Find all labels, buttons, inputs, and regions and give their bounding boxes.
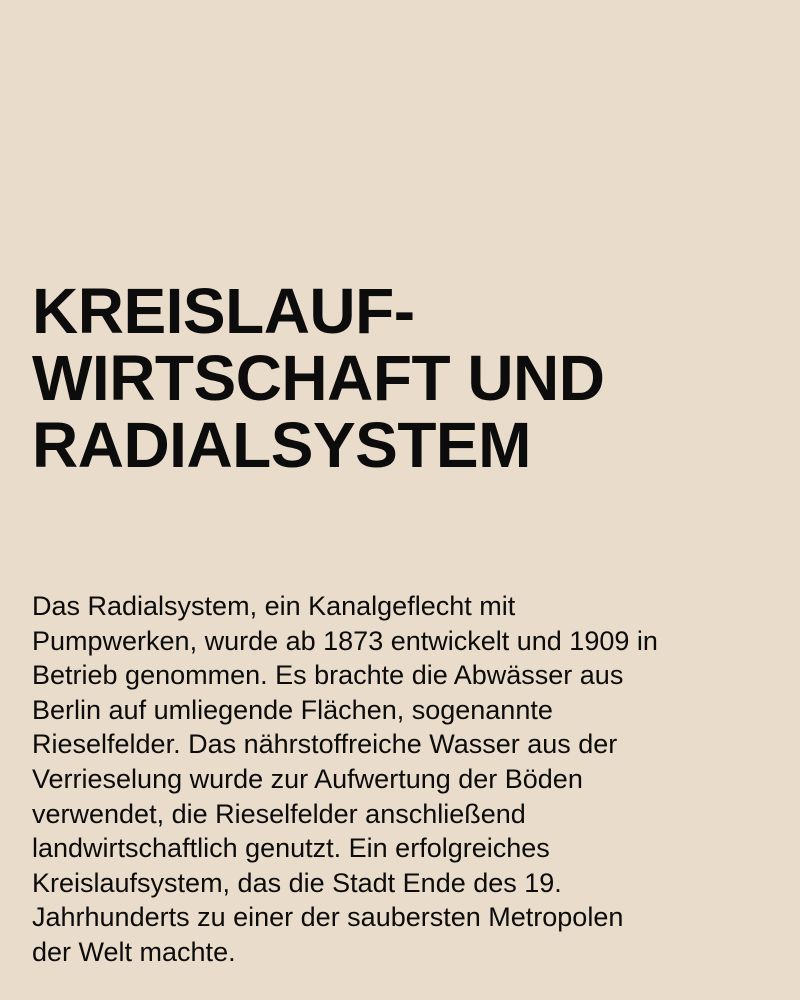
body-line: Betrieb genommen. Es brachte die Abwässer aus bbox=[32, 660, 624, 691]
body-line: landwirtschaftlich genutzt. Ein erfolgreiches bbox=[32, 833, 550, 864]
title-line-1: KREISLAUF- bbox=[32, 275, 415, 347]
body-line: der Welt machte. bbox=[32, 936, 236, 967]
body-line: Pumpwerken, wurde ab 1873 entwickelt und 1909 in bbox=[32, 625, 658, 656]
body-line: Rieselfelder. Das nährstoffreiche Wasser aus der bbox=[32, 729, 618, 760]
body-line: Berlin auf umliegende Flächen, sogenannte bbox=[32, 694, 553, 725]
body-line: Das Radialsystem, ein Kanalgeflecht mit bbox=[32, 591, 516, 621]
body-paragraph bbox=[32, 589, 782, 970]
body-line: Verrieselung wurde zur Aufwertung der Böden bbox=[32, 763, 583, 794]
title-line-2: WIRTSCHAFT UND bbox=[32, 342, 605, 414]
page-title bbox=[32, 275, 772, 481]
body-line: Jahrhunderts zu einer der saubersten Metropolen bbox=[32, 902, 624, 933]
title-line-3: RADIALSYSTEM bbox=[32, 409, 531, 481]
body-line: verwendet, die Rieselfelder anschließend bbox=[32, 798, 526, 829]
body-line: Kreislaufsystem, das die Stadt Ende des 19. bbox=[32, 867, 562, 898]
